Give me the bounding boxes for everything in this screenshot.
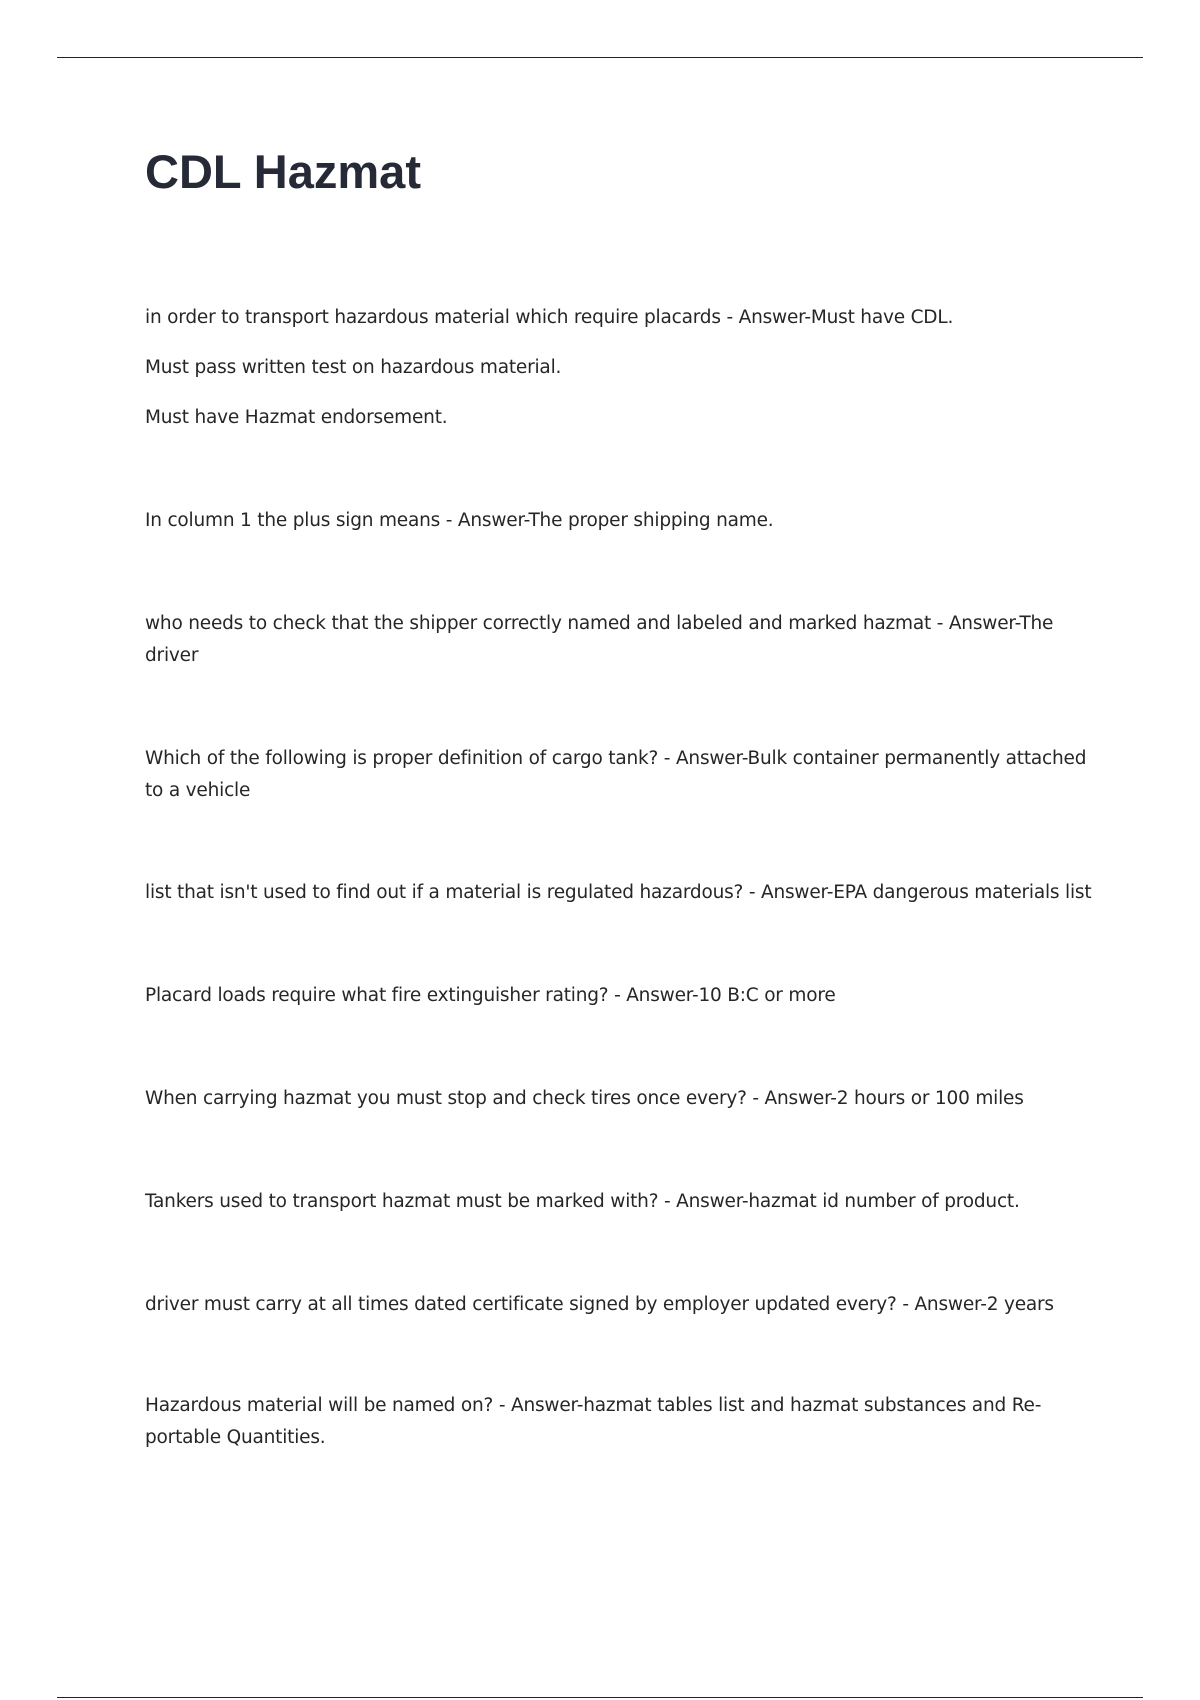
qa-entry-7 [145,1083,1095,1115]
qa-text: When carrying hazmat you must stop and check tires once every? - Answer-2 hours or 100 miles [145,1088,1024,1109]
page-title: CDL Hazmat [145,145,421,198]
qa-entry-6 [145,980,1095,1012]
qa-entry-9 [145,1289,1095,1321]
qa-text: Hazardous material will be named on? - Answer-hazmat tables list and hazmat substances and Re-portable Quantities. [145,1395,1042,1448]
qa-text: Tankers used to transport hazmat must be marked with? - Answer-hazmat id number of product. [145,1191,1020,1212]
qa-entry-3 [145,608,1095,672]
bottom-rule [57,1697,1143,1698]
top-rule [57,57,1143,58]
qa-text: who needs to check that the shipper correctly named and labeled and marked hazmat - Answer-The driver [145,613,1054,666]
qa-text: list that isn't used to find out if a material is regulated hazardous? - Answer-EPA dangerous materials list [145,882,1092,903]
qa-text: driver must carry at all times dated certificate signed by employer updated every? - Answer-2 years [145,1294,1054,1315]
qa-text: Must pass written test on hazardous material. [145,357,562,378]
qa-text: In column 1 the plus sign means - Answer-The proper shipping name. [145,510,774,531]
qa-text: Must have Hazmat endorsement. [145,407,448,428]
qa-entry-8 [145,1186,1095,1218]
qa-entry-2 [145,505,1095,537]
qa-entry-1 [145,302,1095,434]
qa-text: Placard loads require what fire extinguisher rating? - Answer-10 B:C or more [145,985,836,1006]
qa-text: in order to transport hazardous material which require placards - Answer-Must have CDL. [145,307,954,328]
qa-entry-10 [145,1390,1095,1454]
qa-text: Which of the following is proper definition of cargo tank? - Answer-Bulk container permanently attached to a vehicle [145,748,1087,801]
qa-entry-4 [145,743,1095,807]
qa-entry-5 [145,877,1095,909]
